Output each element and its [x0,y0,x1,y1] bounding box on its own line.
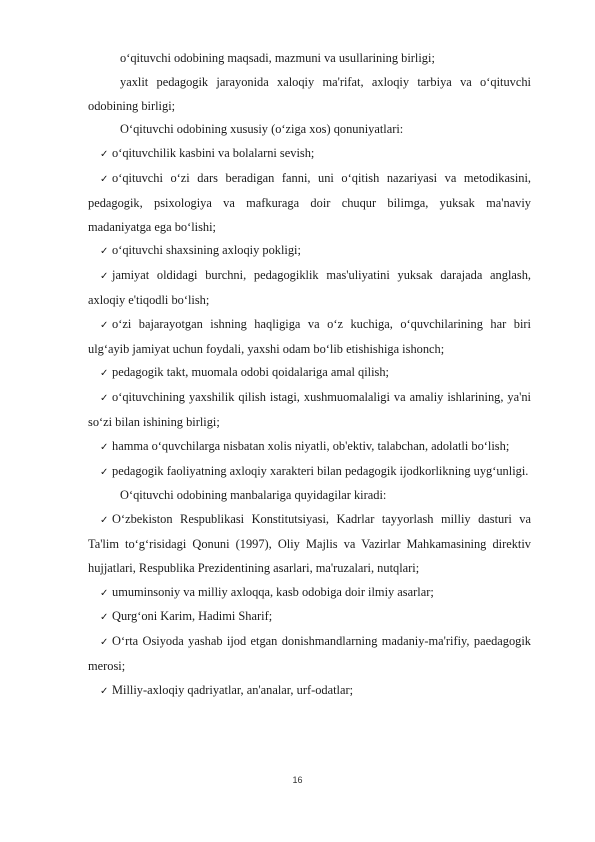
check-icon: ✓ [100,441,109,453]
check-icon: ✓ [100,149,109,161]
list-item: ✓ umuminsoniy va milliy axloqqa, kasb odobiga doir ilmiy asarlar; [88,581,531,606]
list-item: ✓ o‘qituvchining yaxshilik qilish istagi, xushmuomalaligi va amaliy ishlarining, ya'ni so‘zi bilan ishining birligi; [88,386,531,435]
check-icon: ✓ [100,685,109,697]
check-icon: ✓ [100,466,109,478]
list-item: ✓ o‘qituvchi o‘zi dars beradigan fanni, uni o‘qitish nazariyasi va metodikasini, pedagogik, psixologiya va mafkuraga doir chuqur bilimga, yuksak ma'naviy madaniyatga ega bo‘lishi; [88,167,531,239]
list-item: ✓ hamma o‘quvchilarga nisbatan xolis niyatli, ob'ektiv, talabchan, adolatli bo‘lish; [88,435,531,460]
list-item: ✓ pedagogik faoliyatning axloqiy xarakteri bilan pedagogik ijodkorlikning uyg‘unligi. [88,460,531,485]
check-icon: ✓ [100,246,109,258]
check-icon: ✓ [100,587,109,599]
paragraph-sources-intro: O‘qituvchi odobining manbalariga quyidagilar kiradi: [120,488,387,503]
check-icon: ✓ [100,612,109,624]
paragraph-2: yaxlit pedagogik jarayonida xaloqiy ma'rifat, axloqiy tarbiya va o‘qituvchi odobining birligi; [88,74,531,113]
list-item: ✓ O‘zbekiston Respublikasi Konstitutsiyasi, Kadrlar tayyorlash milliy dasturi va Ta'lim to‘g‘risidagi Qonuni (1997), Oliy Majlis va Vazirlar Mahkamasining direktiv hujjatlari, Respublika Prezidentining asarlari, ma'ruzalari, nutqlari; [88,508,531,580]
page-number: 16 [292,775,303,785]
list-item: ✓ Qurg‘oni Karim, Hadimi Sharif; [88,605,531,630]
list-item: ✓ O‘rta Osiyoda yashab ijod etgan donishmandlarning madaniy-ma'rifiy, paedagogik merosi; [88,630,531,679]
list-item: ✓ o‘qituvchilik kasbini va bolalarni sevish; [88,142,531,167]
list-item: ✓ Milliy-axloqiy qadriyatlar, an'analar, urf-odatlar; [88,679,531,704]
document-body [88,47,531,704]
check-icon: ✓ [100,271,109,283]
paragraph-3: O‘qituvchi odobining xususiy (o‘ziga xos) qonuniyatlari: [120,122,404,137]
check-icon: ✓ [100,637,109,649]
list-item: ✓ jamiyat oldidagi burchni, pedagogiklik mas'uliyatini yuksak darajada anglash, axloqiy e'tiqodli bo‘lish; [88,264,531,313]
list-item: ✓ pedagogik takt, muomala odobi qoidalariga amal qilish; [88,361,531,386]
paragraph-1: o‘qituvchi odobining maqsadi, mazmuni va usullarining birligi; [120,51,435,65]
check-icon: ✓ [100,393,109,405]
list-item: ✓ o‘qituvchi shaxsining axloqiy pokligi; [88,239,531,264]
check-icon: ✓ [100,319,109,331]
list-item: ✓ o‘zi bajarayotgan ishning haqligiga va o‘z kuchiga, o‘quvchilarining har biri ulg‘ayib jamiyat uchun foydali, yaxshi odam bo‘lib etishishiga ishonch; [88,313,531,362]
check-icon: ✓ [100,515,109,527]
check-icon: ✓ [100,368,109,380]
check-icon: ✓ [100,173,109,185]
